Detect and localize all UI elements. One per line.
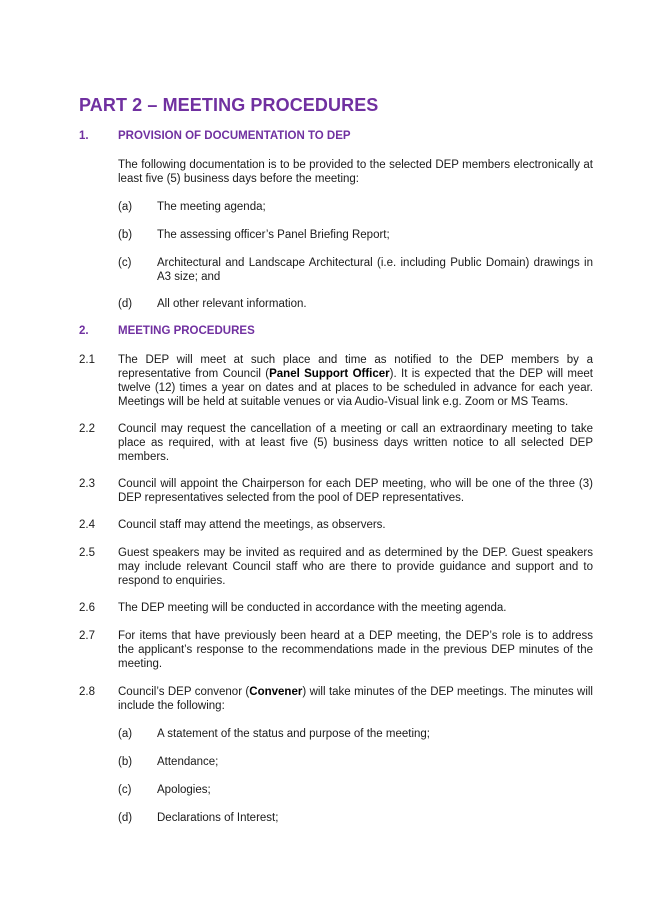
section-1-number: 1. — [79, 130, 89, 142]
section-2-title: MEETING PROCEDURES — [118, 325, 255, 337]
list-item-text: Declarations of Interest; — [157, 812, 279, 824]
list-item-label: (b) — [118, 756, 133, 768]
clause-text: Council’s DEP convenor (Convener) will take minutes of the DEP meetings. The minutes will include the following: — [118, 686, 593, 712]
clause-text: Council may request the cancellation of a meeting or call an extraordinary meeting to take place as required, with at least five (5) business days written notice to all selected DEP members. — [118, 423, 593, 463]
clause-number: 2.3 — [79, 478, 95, 490]
part-title: PART 2 – MEETING PROCEDURES — [79, 95, 379, 115]
section-1-title: PROVISION OF DOCUMENTATION TO DEP — [118, 130, 351, 142]
clause-number: 2.8 — [79, 686, 95, 698]
clause-number: 2.7 — [79, 630, 95, 642]
clause-number: 2.5 — [79, 547, 95, 559]
clause-number: 2.2 — [79, 423, 95, 435]
list-item-label: (a) — [118, 201, 133, 213]
list-item-label: (b) — [118, 229, 133, 241]
clause-text: For items that have previously been heard at a DEP meeting, the DEP’s role is to address the applicant’s response to the recommendations made in the previous DEP minutes of the meeting. — [118, 630, 593, 670]
clause-text: The DEP will meet at such place and time as notified to the DEP members by a representative from Council (Panel Support Officer). It is expected that the DEP will meet twelve (12) times a year on dates and at places to be scheduled in advance for each year. Meetings will be held at suitable venues or via Audio-Visual link e.g. Zoom or MS Teams. — [118, 354, 593, 408]
list-item-text: The meeting agenda; — [157, 201, 266, 213]
clause-text: Guest speakers may be invited as required and as determined by the DEP. Guest speakers may include relevant Council staff who are there to provide guidance and support and to respond to enquiries. — [118, 547, 593, 587]
list-item-text: Architectural and Landscape Architectural (i.e. including Public Domain) drawings in A3 size; and — [157, 257, 593, 283]
list-item-text: The assessing officer’s Panel Briefing Report; — [157, 229, 390, 241]
list-item-label: (d) — [118, 812, 133, 824]
list-item-label: (c) — [118, 257, 132, 269]
clause-number: 2.6 — [79, 602, 95, 614]
clause-text: The DEP meeting will be conducted in accordance with the meeting agenda. — [118, 602, 507, 614]
bold-term: Convener — [249, 686, 303, 698]
list-item-text: Apologies; — [157, 784, 211, 796]
clause-number: 2.4 — [79, 519, 95, 531]
clause-text: Council will appoint the Chairperson for each DEP meeting, who will be one of the three (3) DEP representatives selected from the pool of DEP representatives. — [118, 478, 593, 504]
list-item-label: (a) — [118, 728, 133, 740]
clause-number: 2.1 — [79, 354, 95, 366]
list-item-text: Attendance; — [157, 756, 219, 768]
section-2-number: 2. — [79, 325, 89, 337]
list-item-label: (c) — [118, 784, 132, 796]
section-1-intro: The following documentation is to be provided to the selected DEP members electronically at least five (5) business days before the meeting: — [118, 159, 593, 185]
list-item-label: (d) — [118, 298, 133, 310]
list-item-text: A statement of the status and purpose of the meeting; — [157, 728, 430, 740]
list-item-text: All other relevant information. — [157, 298, 307, 310]
bold-term: Panel Support Officer — [269, 368, 390, 380]
clause-text: Council staff may attend the meetings, as observers. — [118, 519, 386, 531]
